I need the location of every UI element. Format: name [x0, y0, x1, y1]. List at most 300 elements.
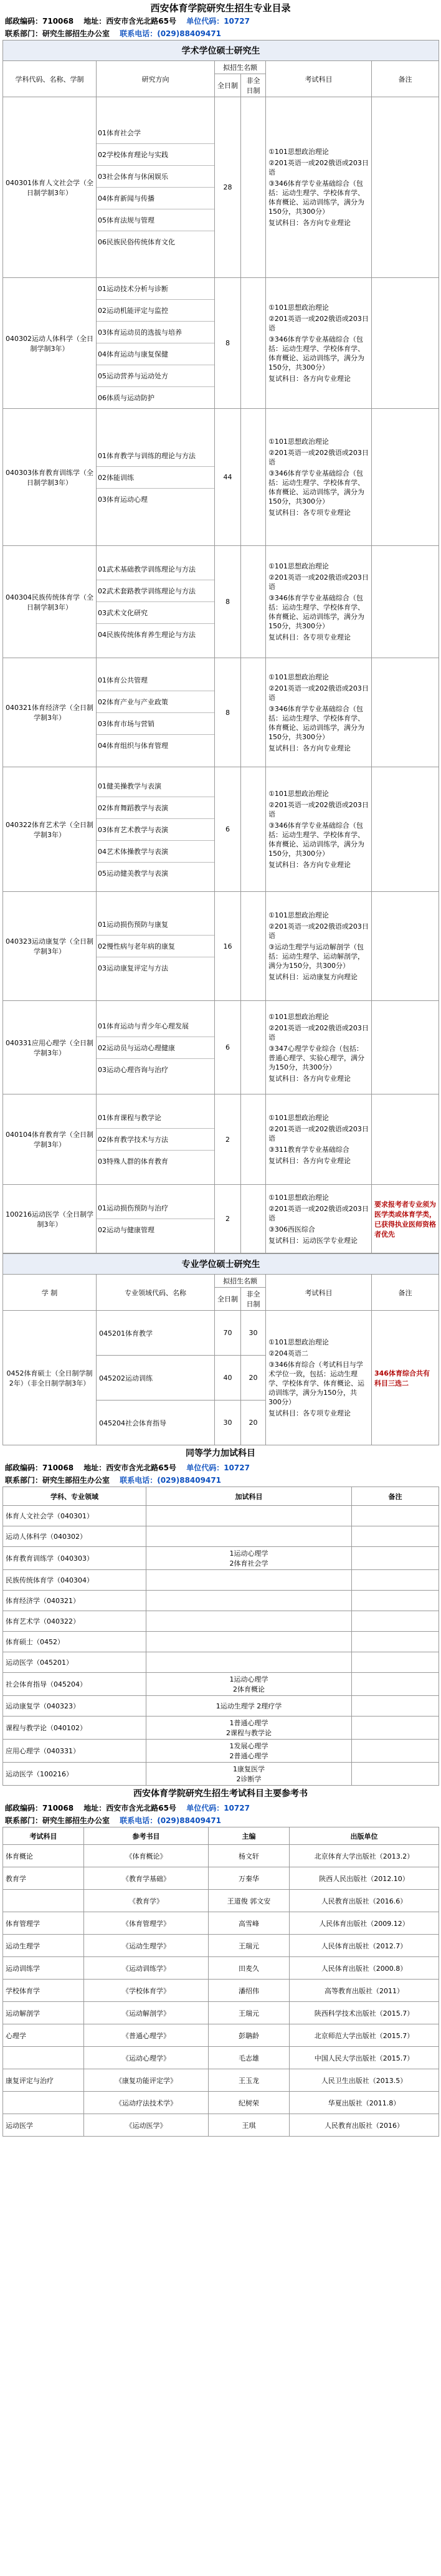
quota-parttime [241, 1094, 266, 1185]
note-cell [372, 1001, 439, 1094]
exam-subject: ①101思想政治理论 [268, 673, 329, 681]
academic-row [3, 1001, 439, 1094]
book-title: 《体育概论》 [84, 1845, 209, 1867]
academic-row [3, 1185, 439, 1253]
exam-cell [266, 1094, 372, 1185]
exam-subject: ①101思想政治理论 [268, 1338, 329, 1346]
quota-parttime [241, 278, 266, 409]
note-cell: 要求报考者专业须为医学类或体育学类，已获得执业医师资格者优先 [372, 1185, 439, 1253]
book-subject: 心理学 [3, 2024, 84, 2047]
extra-subjects [146, 1652, 352, 1673]
extra-subjects: 1运动心理学 2体育社会学 [146, 1547, 352, 1570]
academic-row [3, 409, 439, 546]
book-author: 王瑞元 [209, 1935, 290, 1957]
exam-subject: 复试科目：各方向专业理论 [268, 375, 351, 383]
prof-direction-1: 045201体育教学 [97, 1311, 215, 1356]
academic-table [2, 40, 439, 1253]
book-author: 纪树荣 [209, 2092, 290, 2114]
exam-subject: ③运动生理学与运动解剖学（包括：运动生理学、运动解剖学，满分为150分，共300分） [268, 943, 364, 970]
exam-subject: ②201英语一或202俄语或203日语 [268, 315, 369, 332]
extra-note [352, 1611, 439, 1632]
header-parttime: 非全日制 [241, 74, 266, 97]
extra-major: 体育艺术学（040322） [3, 1611, 146, 1632]
book-subject: 体育概论 [3, 1845, 84, 1867]
quota-fulltime: 8 [215, 278, 241, 409]
book-row [3, 1957, 439, 1980]
book-row [3, 2092, 439, 2114]
extra-subjects: 1康复医学 2诊断学 [146, 1763, 352, 1786]
extra-subjects [146, 1591, 352, 1611]
book-publisher: 华夏出版社（2011.8） [290, 2092, 439, 2114]
research-direction: 04体育新闻与传播 [97, 188, 214, 209]
extra-address: 地址：西安市含光北路65号 [83, 1463, 176, 1472]
major-cell: 040301体育人文社会学（全日制学制3年） [3, 97, 97, 278]
major-cell: 100216运动医学（全日制学制3年） [3, 1185, 97, 1253]
book-title: 《康复功能评定学》 [84, 2069, 209, 2092]
research-direction: 01运动损伤预防与康复 [97, 914, 214, 936]
book-row [3, 2069, 439, 2092]
postal-code: 邮政编码：710068 [5, 17, 74, 26]
major-cell: 040303体育教育训练学（全日制学制3年） [3, 409, 97, 546]
book-publisher: 北京体育大学出版社（2013.2） [290, 1845, 439, 1867]
extra-dept: 联系部门：研究生部招生办公室 [5, 1476, 110, 1485]
prof-parttime-1: 30 [241, 1311, 266, 1356]
extra-note [352, 1717, 439, 1740]
book-subject [3, 1890, 84, 1912]
exam-subject: ②201英语一或202俄语或203日语 [268, 1204, 369, 1222]
books-phone: 联系电话：(029)88409471 [120, 1816, 222, 1825]
exam-cell [266, 1001, 372, 1094]
academic-row [3, 278, 439, 409]
header-direction: 研究方向 [97, 61, 215, 97]
prof-parttime-3: 20 [241, 1401, 266, 1445]
quota-parttime [241, 1185, 266, 1253]
quota-parttime [241, 546, 266, 658]
book-author: 万秦华 [209, 1867, 290, 1890]
research-direction: 02学校体育理论与实践 [97, 144, 214, 166]
prof-fulltime-3: 30 [215, 1401, 241, 1445]
book-subject: 学校体育学 [3, 1980, 84, 2002]
note-cell [372, 409, 439, 546]
extra-row [3, 1652, 439, 1673]
extra-postal: 邮政编码：710068 [5, 1463, 74, 1472]
professional-section-title: 专业学位硕士研究生 [3, 1254, 439, 1275]
research-direction: 03社会体育与休闲娱乐 [97, 166, 214, 188]
direction-cell [97, 1001, 215, 1094]
exam-subject: 复试科目：各方向专业理论 [268, 1157, 351, 1165]
quota-parttime [241, 767, 266, 892]
exam-subject: 复试科目：各方向专业理论 [268, 861, 351, 869]
prof-fulltime-1: 70 [215, 1311, 241, 1356]
note-cell [372, 767, 439, 892]
major-cell: 040322体育艺术学（全日制学制3年） [3, 767, 97, 892]
exam-subject: ③346体育综合（考试科目与学术学位一致，包括：运动生理学、学校体育学、体育概论、运动训练学，满分为150分，共300分） [268, 1361, 364, 1406]
extra-note [352, 1570, 439, 1591]
extra-major: 体育硕士（0452） [3, 1632, 146, 1652]
academic-row [3, 658, 439, 767]
academic-section-title: 学术学位硕士研究生 [3, 41, 439, 61]
exam-subject: ②201英语一或202俄语或203日语 [268, 573, 369, 591]
exam-cell [266, 767, 372, 892]
book-title: 《运动心理学》 [84, 2047, 209, 2069]
extra-note [352, 1591, 439, 1611]
book-row [3, 1935, 439, 1957]
header-major: 学科代码、名称、学制 [3, 61, 97, 97]
book-publisher: 高等教育出版社（2011） [290, 1980, 439, 2002]
professional-table [2, 1253, 439, 1445]
book-row [3, 2024, 439, 2047]
extra-major: 课程与教学论（040102） [3, 1717, 146, 1740]
exam-subject: ③346体育学专业基础综合（包括：运动生理学、学校体育学、体育概论、运动训练学，满分为150分，共300分） [268, 335, 364, 371]
research-direction: 01体育公共管理 [97, 669, 214, 691]
book-author: 潘绍伟 [209, 1980, 290, 2002]
major-cell: 040321体育经济学（全日制学制3年） [3, 658, 97, 767]
note-cell [372, 97, 439, 278]
book-author: 王瑞元 [209, 2002, 290, 2024]
extra-row [3, 1611, 439, 1632]
book-author: 毛志雄 [209, 2047, 290, 2069]
academic-row [3, 546, 439, 658]
extra-note [352, 1740, 439, 1763]
exam-subject: ②201英语一或202俄语或203日语 [268, 159, 369, 176]
extra-major: 民族传统体育学（040304） [3, 1570, 146, 1591]
major-cell: 040331应用心理学（全日制学制3年） [3, 1001, 97, 1094]
book-row [3, 1845, 439, 1867]
books-header-book: 参考书目 [84, 1827, 209, 1845]
direction-cell [97, 409, 215, 546]
research-direction: 02运动员与运动心理健康 [97, 1037, 214, 1059]
direction-cell [97, 546, 215, 658]
book-row [3, 1890, 439, 1912]
academic-row [3, 1094, 439, 1185]
research-direction: 04体育组织与体育管理 [98, 741, 168, 750]
extra-rows [3, 1506, 439, 1786]
note-cell [372, 1094, 439, 1185]
research-direction: 03运动康复评定与方法 [98, 964, 168, 972]
extra-subjects: 1运动心理学 2体育概论 [146, 1673, 352, 1696]
exam-subject: ②201英语一或202俄语或203日语 [268, 684, 369, 702]
prof-header-direction: 专业领域代码、名称 [97, 1275, 215, 1311]
research-direction: 02运动机能评定与监控 [97, 300, 214, 322]
extra-major: 运动人体科学（040302） [3, 1526, 146, 1547]
extra-major: 体育人文社会学（040301） [3, 1506, 146, 1526]
exam-subject: ③346体育学专业基础综合（包括：运动生理学、学校体育学、体育概论、运动训练学，满分为150分，共300分） [268, 594, 364, 630]
extra-major: 社会体育指导（045204） [3, 1673, 146, 1696]
exam-cell [266, 1185, 372, 1253]
book-author: 王道俊 郭文安 [209, 1890, 290, 1912]
note-cell [372, 278, 439, 409]
exam-cell [266, 892, 372, 1001]
exam-subject: 复试科目：各方向专业理论 [268, 219, 351, 227]
book-row [3, 2047, 439, 2069]
book-title: 《运动疗法技术学》 [84, 2092, 209, 2114]
research-direction: 01运动损伤预防与治疗 [97, 1197, 214, 1219]
exam-cell [266, 546, 372, 658]
research-direction: 03体育艺术教学与表演 [97, 819, 214, 841]
research-direction: 05运动营养与运动处方 [97, 365, 214, 387]
book-publisher: 人民体育出版社（2012.7） [290, 1935, 439, 1957]
books-dept: 联系部门：研究生部招生办公室 [5, 1816, 110, 1825]
exam-subject: ②201英语一或202俄语或203日语 [268, 801, 369, 818]
exam-subject: ①101思想政治理论 [268, 1114, 329, 1122]
extra-note [352, 1673, 439, 1696]
direction-cell [97, 658, 215, 767]
exam-subject: ②201英语一或202俄语或203日语 [268, 1023, 369, 1041]
contact-dept: 联系部门：研究生部招生办公室 [5, 29, 110, 38]
prof-header-major: 学 制 [3, 1275, 97, 1311]
quota-fulltime: 2 [215, 1185, 241, 1253]
quota-fulltime: 28 [215, 97, 241, 278]
extra-note [352, 1696, 439, 1717]
book-row [3, 1867, 439, 1890]
exam-subject: ③346体育学专业基础综合（包括：运动生理学、学校体育学、体育概论、运动训练学，满分为150分，共300分） [268, 180, 364, 216]
book-title: 《体育管理学》 [84, 1912, 209, 1935]
book-title: 《教育学》 [84, 1890, 209, 1912]
research-direction: 05运动健美教学与表演 [98, 869, 168, 878]
exam-subject: 复试科目：运动医学专业理论 [268, 1236, 358, 1245]
document-title: 西安体育学院研究生招生专业目录 [150, 2, 291, 14]
exam-subject: ①101思想政治理论 [268, 911, 329, 919]
extra-row [3, 1632, 439, 1652]
exam-subject: ③346体育学专业基础综合（包括：运动生理学、学校体育学、体育概论、运动训练学，满分为150分，共300分） [268, 469, 364, 505]
research-direction: 01体育教学与训练的理论与方法 [97, 445, 214, 467]
research-direction: 02体育教学技术与方法 [97, 1129, 214, 1151]
major-cell: 040104体育教育学（全日制学制3年） [3, 1094, 97, 1185]
extra-note [352, 1632, 439, 1652]
quota-fulltime: 16 [215, 892, 241, 1001]
book-author: 田麦久 [209, 1957, 290, 1980]
header-fulltime: 全日制 [215, 74, 241, 97]
direction-cell [97, 278, 215, 409]
academic-rows [3, 97, 439, 1253]
book-publisher: 陕西人民出版社（2012.10） [290, 1867, 439, 1890]
exam-subject: ①101思想政治理论 [268, 1012, 329, 1021]
academic-row [3, 97, 439, 278]
research-direction: 04体育运动与康复保健 [97, 343, 214, 365]
book-publisher: 人民体育出版社（2000.8） [290, 1957, 439, 1980]
exam-cell [266, 409, 372, 546]
research-direction: 04艺术体操教学与表演 [97, 841, 214, 863]
direction-cell [97, 892, 215, 1001]
major-cell: 040304民族传统体育学（全日制学制3年） [3, 546, 97, 658]
research-direction: 01武术基础教学训练理论与方法 [97, 558, 214, 580]
address: 地址：西安市含光北路65号 [83, 17, 176, 26]
book-author: 杨文轩 [209, 1845, 290, 1867]
direction-cell [97, 767, 215, 892]
quota-fulltime: 8 [215, 546, 241, 658]
exam-subject: 复试科目：各方向专业理论 [268, 744, 351, 752]
extra-major: 运动医学（100216） [3, 1763, 146, 1786]
exam-subject: 复试科目：各专项专业理论 [268, 633, 351, 641]
extra-table [2, 1487, 439, 1786]
note-cell [372, 892, 439, 1001]
book-subject [3, 2047, 84, 2069]
academic-row [3, 767, 439, 892]
prof-exam-subjects [266, 1311, 372, 1445]
book-subject: 体育管理学 [3, 1912, 84, 1935]
quota-fulltime: 44 [215, 409, 241, 546]
research-direction: 01运动技术分析与诊断 [97, 278, 214, 300]
book-publisher: 人民卫生出版社（2013.5） [290, 2069, 439, 2092]
prof-fulltime-2: 40 [215, 1356, 241, 1401]
book-title: 《运动生理学》 [84, 1935, 209, 1957]
book-row [3, 2114, 439, 2137]
extra-row [3, 1717, 439, 1740]
exam-cell [266, 658, 372, 767]
book-row [3, 2002, 439, 2024]
extra-row [3, 1763, 439, 1786]
exam-subject: ②201英语一或202俄语或203日语 [268, 922, 369, 940]
extra-row [3, 1696, 439, 1717]
exam-subject: 复试科目：运动康复方向理论 [268, 973, 358, 981]
exam-subject: 复试科目：各专项专业理论 [268, 509, 351, 517]
book-subject: 运动解剖学 [3, 2002, 84, 2024]
book-title: 《普通心理学》 [84, 2024, 209, 2047]
header-quota: 拟招生名额 [215, 61, 266, 74]
books-header-subject: 考试科目 [3, 1827, 84, 1845]
research-direction: 06体质与运动防护 [98, 394, 154, 402]
extra-row [3, 1526, 439, 1547]
extra-subjects [146, 1611, 352, 1632]
books-contact-2 [2, 1814, 439, 1827]
exam-subject: ③346体育学专业基础综合（包括：运动生理学、学校体育学、体育概论、运动训练学，满分为150分，共300分） [268, 704, 364, 741]
book-subject: 运动生理学 [3, 1935, 84, 1957]
exam-subject: ③311教育学专业基础综合 [268, 1146, 349, 1154]
extra-row [3, 1547, 439, 1570]
extra-row [3, 1740, 439, 1763]
exam-subject: ②204英语二 [268, 1349, 308, 1357]
quota-fulltime: 6 [215, 1001, 241, 1094]
extra-header-subjects: 加试科目 [146, 1487, 352, 1506]
book-author: 王琪 [209, 2114, 290, 2137]
extra-major: 体育经济学（040321） [3, 1591, 146, 1611]
prof-header-fulltime: 全日制 [215, 1288, 241, 1311]
contact-info-1 [2, 15, 439, 27]
extra-contact-2 [2, 1474, 439, 1487]
note-cell [372, 546, 439, 658]
extra-major: 体育教育训练学（040303） [3, 1547, 146, 1570]
books-unit-code: 单位代码：10727 [186, 1804, 250, 1812]
unit-code: 单位代码：10727 [186, 17, 250, 26]
exam-subject: ③347心理学专业综合（包括：普通心理学、实验心理学，满分为150分，共300分） [268, 1044, 364, 1071]
research-direction: 02体能训练 [97, 467, 214, 489]
extra-row [3, 1673, 439, 1696]
research-direction: 02体育产业与产业政策 [97, 691, 214, 713]
quota-parttime [241, 1001, 266, 1094]
exam-subject: ①101思想政治理论 [268, 1193, 329, 1202]
document [2, 1, 439, 2576]
extra-subjects [146, 1570, 352, 1591]
exam-subject: ②201英语一或202俄语或203日语 [268, 449, 369, 466]
exam-cell [266, 97, 372, 278]
book-row [3, 1912, 439, 1935]
book-publisher: 人民教育出版社（2016.6） [290, 1890, 439, 1912]
academic-row [3, 892, 439, 1001]
extra-major: 应用心理学（040331） [3, 1740, 146, 1763]
research-direction: 02运动与健康管理 [98, 1226, 154, 1234]
prof-note: 346体育综合共有科目三选二 [372, 1311, 439, 1445]
extra-major: 运动康复学（040323） [3, 1696, 146, 1717]
exam-subject: ①101思想政治理论 [268, 790, 329, 798]
exam-cell [266, 278, 372, 409]
book-row [3, 1980, 439, 2002]
extra-note [352, 1547, 439, 1570]
research-direction: 02武术套路教学训练理论与方法 [97, 580, 214, 602]
prof-parttime-2: 20 [241, 1356, 266, 1401]
extra-header-note: 备注 [352, 1487, 439, 1506]
quota-parttime [241, 97, 266, 278]
research-direction: 05体育法规与管理 [97, 209, 214, 231]
book-subject: 康复评定与治疗 [3, 2069, 84, 2092]
book-title: 《运动解剖学》 [84, 2002, 209, 2024]
major-cell: 040302运动人体科学（全日制学制3年） [3, 278, 97, 409]
exam-subject: ②201英语一或202俄语或203日语 [268, 1125, 369, 1142]
book-author: 王玉龙 [209, 2069, 290, 2092]
book-publisher: 北京师范大学出版社（2015.7） [290, 2024, 439, 2047]
extra-major: 运动医学（045201） [3, 1652, 146, 1673]
books-postal: 邮政编码：710068 [5, 1804, 74, 1812]
research-direction: 03体育运动心理 [98, 495, 148, 504]
header-note: 备注 [372, 61, 439, 97]
extra-subjects [146, 1506, 352, 1526]
extra-row [3, 1570, 439, 1591]
exam-subject: ③346体育学专业基础综合（包括：运动生理学、学校体育学、体育概论、运动训练学，满分为150分，共300分） [268, 821, 364, 858]
book-title: 《运动训练学》 [84, 1957, 209, 1980]
extra-title: 同等学力加试科目 [186, 1448, 255, 1458]
extra-contact-1 [2, 1462, 439, 1474]
extra-unit-code: 单位代码：10727 [186, 1463, 250, 1472]
quota-fulltime: 6 [215, 767, 241, 892]
books-address: 地址：西安市含光北路65号 [83, 1804, 176, 1812]
header-exam: 考试科目 [266, 61, 372, 97]
book-publisher: 陕西科学技术出版社（2015.7） [290, 2002, 439, 2024]
extra-phone: 联系电话：(029)88409471 [120, 1476, 222, 1485]
books-contact-1 [2, 1802, 439, 1814]
exam-subject: ①101思想政治理论 [268, 438, 329, 446]
research-direction: 02慢性病与老年病的康复 [97, 936, 214, 957]
prof-major: 0452体育硕士（全日制学制2年）（非全日制学制3年） [3, 1311, 97, 1445]
book-publisher: 人民教育出版社（2016） [290, 2114, 439, 2137]
quota-parttime [241, 892, 266, 1001]
extra-subjects: 1运动生理学 2理疗学 [146, 1696, 352, 1717]
extra-row [3, 1506, 439, 1526]
books-title: 西安体育学院研究生招生考试科目主要参考书 [133, 1789, 308, 1799]
extra-note [352, 1526, 439, 1547]
research-direction: 01体育课程与教学论 [97, 1107, 214, 1129]
quota-fulltime: 8 [215, 658, 241, 767]
book-author: 彭聃龄 [209, 2024, 290, 2047]
major-cell: 040323运动康复学（全日制学制3年） [3, 892, 97, 1001]
book-subject: 运动训练学 [3, 1957, 84, 1980]
research-direction: 03体育市场与营销 [97, 713, 214, 735]
research-direction: 02体育舞蹈教学与表演 [97, 797, 214, 819]
exam-subject: 复试科目：各方向专业理论 [268, 1074, 351, 1083]
prof-direction-3: 045204社会体育指导 [97, 1401, 215, 1445]
exam-subject: ③306西医综合 [268, 1225, 315, 1233]
book-subject: 运动医学 [3, 2114, 84, 2137]
research-direction: 01体育社会学 [97, 122, 214, 144]
contact-phone: 联系电话：(029)88409471 [120, 29, 222, 38]
research-direction: 03运动心理咨询与治疗 [98, 1065, 168, 1074]
extra-subjects: 1发展心理学 2普通心理学 [146, 1740, 352, 1763]
extra-row [3, 1591, 439, 1611]
book-author: 高雪峰 [209, 1912, 290, 1935]
book-publisher: 人民体育出版社（2009.12） [290, 1912, 439, 1935]
research-direction: 03武术文化研究 [97, 602, 214, 624]
exam-subject: 复试科目：各专项专业理论 [268, 1409, 351, 1417]
prof-header-note: 备注 [372, 1275, 439, 1311]
extra-subjects: 1普通心理学 2课程与教学论 [146, 1717, 352, 1740]
